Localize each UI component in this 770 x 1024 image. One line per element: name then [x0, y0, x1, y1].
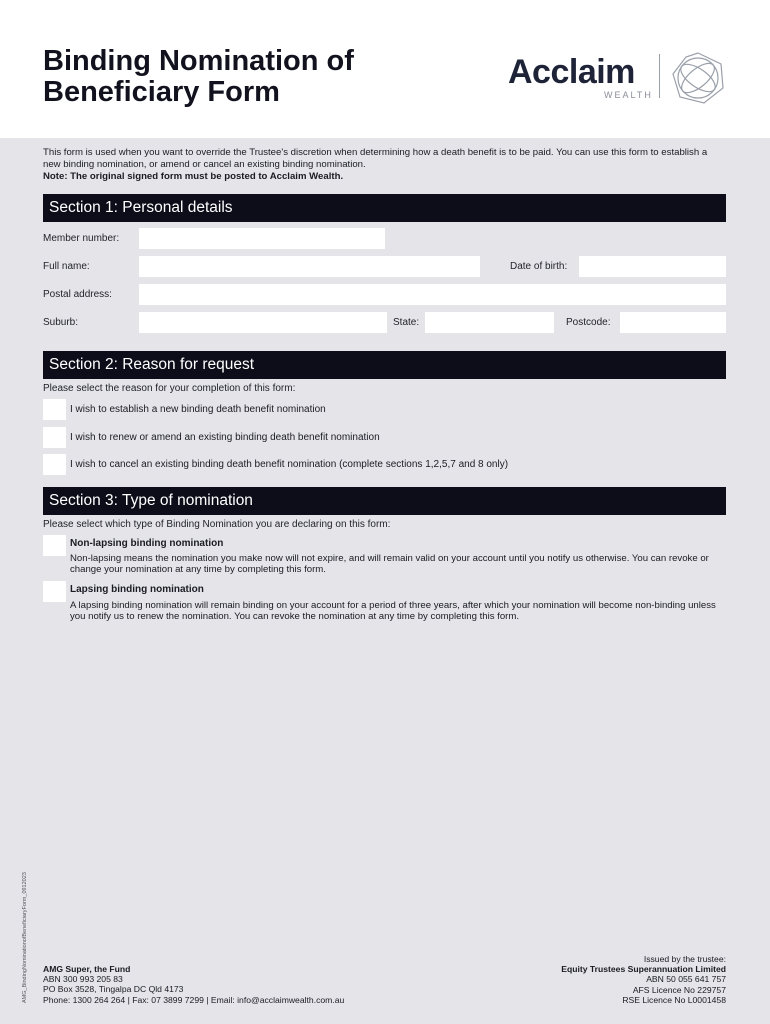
date-of-birth-label: Date of birth: [510, 261, 568, 272]
logo-word: Acclaim [508, 53, 635, 91]
full-name-field[interactable] [139, 256, 480, 277]
suburb-field[interactable] [139, 312, 387, 333]
non-lapsing-checkbox[interactable] [43, 535, 66, 556]
globe-icon [668, 50, 728, 106]
fund-contact: Phone: 1300 264 264 | Fax: 07 3899 7299 | Email: info@acclaimwealth.com.au [43, 994, 345, 1005]
logo-divider [659, 54, 660, 98]
cancel-nomination-checkbox[interactable] [43, 454, 66, 475]
postal-address-field[interactable] [139, 284, 726, 305]
non-lapsing-title: Non-lapsing binding nomination [70, 538, 224, 549]
footer-fund-details [43, 964, 344, 1005]
fund-abn: ABN 300 993 205 83 [43, 974, 123, 985]
fund-po-box: PO Box 3528, Tingalpa DC Qld 4173 [43, 984, 184, 995]
footer-trustee-details [561, 954, 726, 1005]
form-code: AMG_BindingNominationofBeneficiaryForm_0912023 [22, 872, 28, 1003]
trustee-abn: ABN 50 055 641 757 [646, 974, 726, 985]
member-number-field[interactable] [139, 228, 385, 249]
logo-sub: WEALTH [604, 90, 653, 100]
state-field[interactable] [425, 312, 554, 333]
postal-address-label: Postal address: [43, 289, 112, 300]
cancel-nomination-label: I wish to cancel an existing binding death benefit nomination (complete sections 1,2,5,7 and 8 only) [70, 459, 509, 470]
new-nomination-label: I wish to establish a new binding death benefit nomination [70, 404, 326, 415]
title-line-1: Binding Nomination of [43, 45, 354, 77]
lapsing-desc: A lapsing binding nomination will remain binding on your account for a period of three years, after which your nomination will become non-binding unless you notify us to renew the nomination. You can revoke the nomination at any time by completing this form. [70, 600, 716, 622]
state-label: State: [393, 317, 420, 328]
full-name-label: Full name: [43, 261, 90, 272]
intro-text: This form is used when you want to override the Trustee's discretion when determining how a death benefit is to be paid. You can use this form to establish a new binding nomination, or amend or cancel an existing binding nomination. [43, 147, 708, 170]
intro-note: Note: The original signed form must be posted to Acclaim Wealth. [43, 171, 344, 182]
title-line-2: Beneficiary Form [43, 76, 280, 108]
section-2-header: Section 2: Reason for request [43, 351, 726, 379]
section-3-header: Section 3: Type of nomination [43, 487, 726, 515]
postcode-label: Postcode: [566, 317, 611, 328]
issued-by: Issued by the trustee: [643, 954, 726, 964]
new-nomination-checkbox[interactable] [43, 399, 66, 420]
section-2-instruction: Please select the reason for your completion of this form: [43, 383, 296, 394]
non-lapsing-desc: Non-lapsing means the nomination you make now will not expire, and will remain valid on your account until you notify us otherwise. You can revoke or change your nomination at any time by completing this form. [70, 553, 709, 575]
renew-nomination-label: I wish to renew or amend an existing binding death benefit nomination [70, 432, 380, 443]
trustee-afs: AFS Licence No 229757 [632, 984, 726, 995]
lapsing-title: Lapsing binding nomination [70, 584, 204, 595]
acclaim-wealth-logo [508, 50, 730, 106]
section-1-header: Section 1: Personal details [43, 194, 726, 222]
renew-nomination-checkbox[interactable] [43, 427, 66, 448]
fund-name: AMG Super, the Fund [43, 964, 131, 974]
lapsing-checkbox[interactable] [43, 581, 66, 602]
date-of-birth-field[interactable] [579, 256, 726, 277]
suburb-label: Suburb: [43, 317, 79, 328]
section-3-instruction: Please select which type of Binding Nomination you are declaring on this form: [43, 519, 391, 530]
member-number-label: Member number: [43, 233, 120, 244]
header [0, 0, 770, 138]
trustee-rse: RSE Licence No L0001458 [622, 994, 726, 1005]
trustee-name: Equity Trustees Superannuation Limited [561, 964, 726, 975]
postcode-field[interactable] [620, 312, 726, 333]
page-title [43, 46, 463, 108]
intro [43, 147, 727, 183]
